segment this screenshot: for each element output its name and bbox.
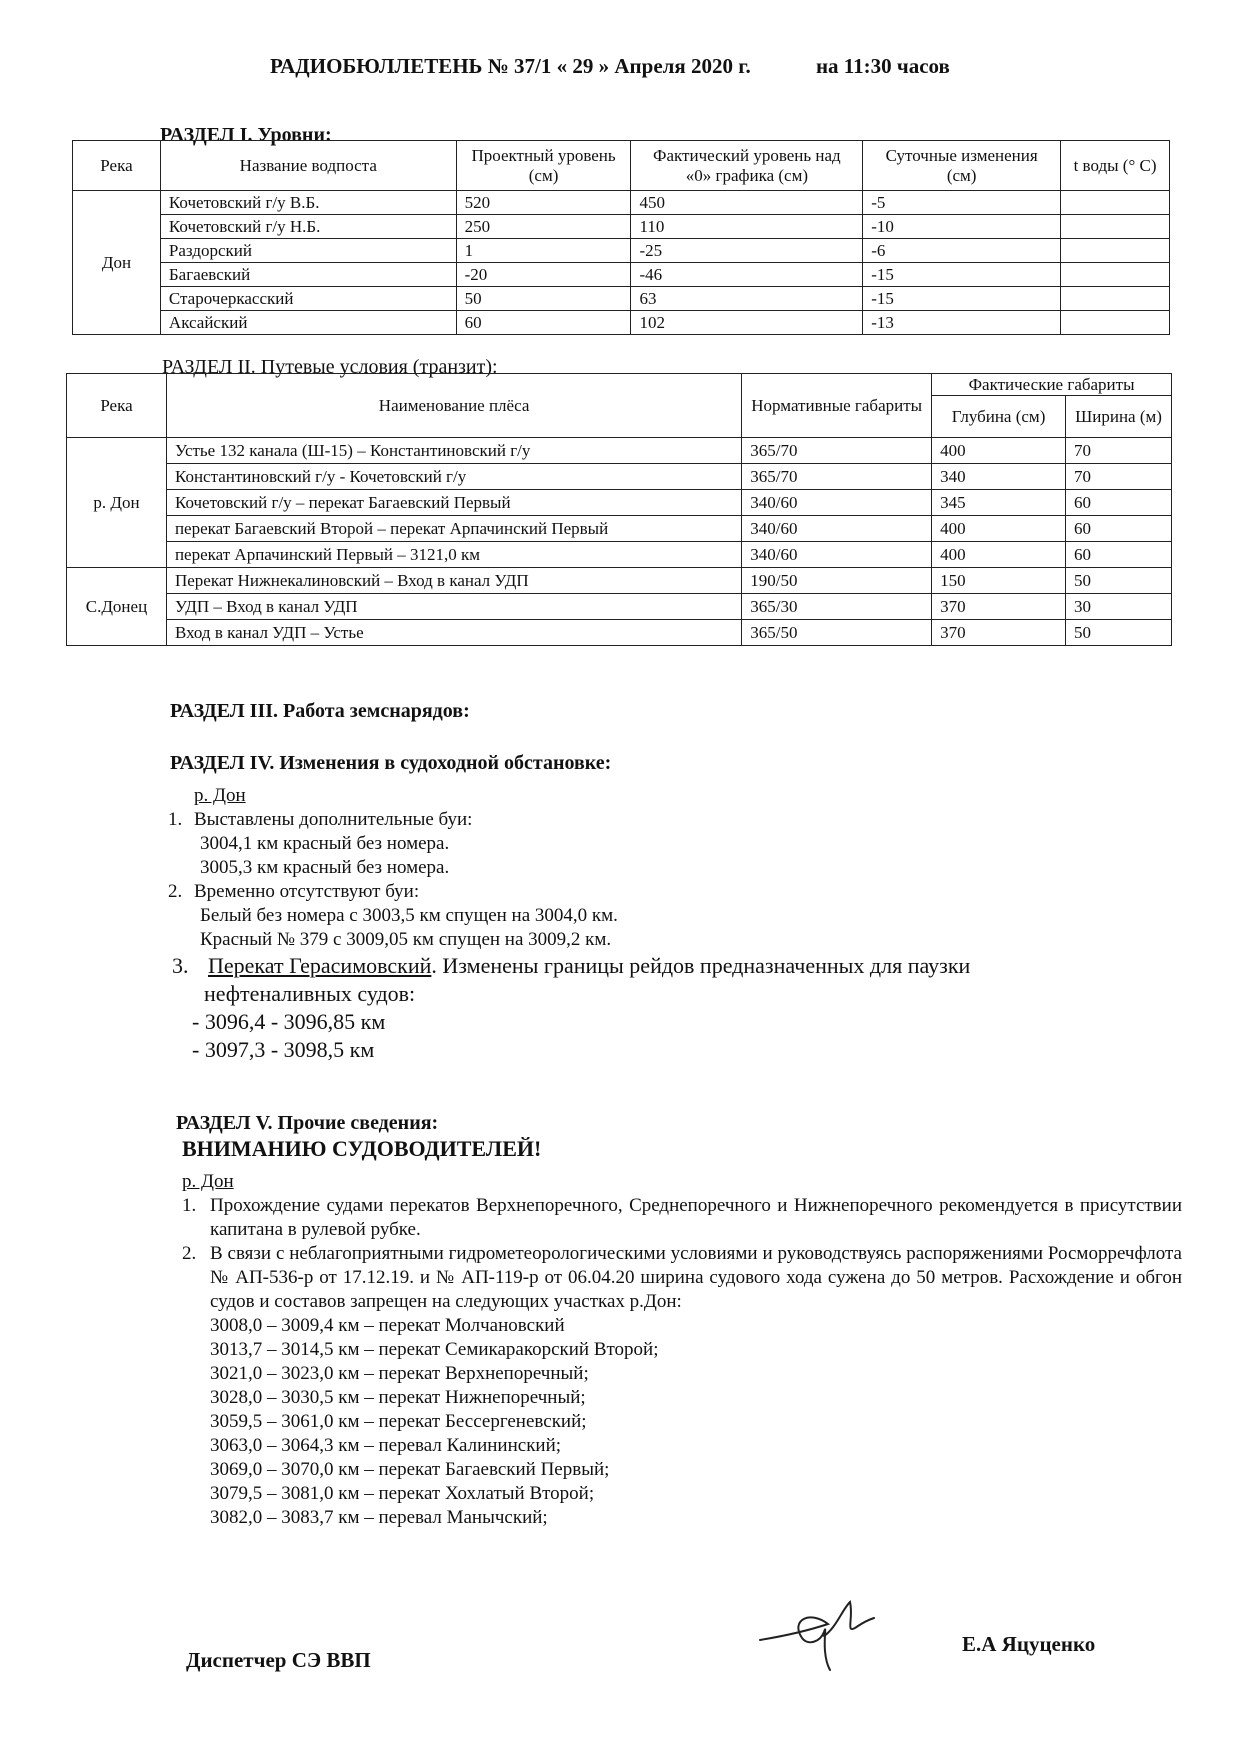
norm-size: 190/50 <box>742 568 932 594</box>
list-item: 3063,0 – 3064,3 км – перевал Калининский; <box>210 1435 562 1456</box>
depth: 400 <box>932 438 1066 464</box>
list-item: Красный № 379 с 3009,05 км спущен на 3009,2 км. <box>200 929 612 950</box>
section1-heading: РАЗДЕЛ I. Уровни: <box>160 124 332 146</box>
width: 60 <box>1066 542 1172 568</box>
norm-size: 365/30 <box>742 594 932 620</box>
col-river: Река <box>73 141 161 191</box>
table-row <box>73 263 1170 287</box>
col-actual-level: Фактический уровень над «0» графика (см) <box>631 141 863 191</box>
table-row <box>73 239 1170 263</box>
depth: 370 <box>932 594 1066 620</box>
width: 50 <box>1066 620 1172 646</box>
section4-body <box>168 784 1128 1064</box>
table-row <box>67 620 1172 646</box>
post-name: Раздорский <box>160 239 456 263</box>
attention-heading: ВНИМАНИЮ СУДОВОДИТЕЛЕЙ! <box>182 1136 542 1161</box>
width: 60 <box>1066 516 1172 542</box>
list-item: 3013,7 – 3014,5 км – перекат Семикаракорский Второй; <box>210 1339 659 1360</box>
item-number: 2. <box>168 881 183 902</box>
item-text: Временно отсутствуют буи: <box>194 881 420 902</box>
stretch-name: Устье 132 канала (Ш-15) – Константиновский г/у <box>166 438 741 464</box>
daily-change: -10 <box>863 215 1061 239</box>
norm-size: 365/70 <box>742 464 932 490</box>
section5-river: р. Дон <box>182 1171 234 1192</box>
design-level: 520 <box>456 191 631 215</box>
daily-change: -5 <box>863 191 1061 215</box>
col-depth: Глубина (см) <box>932 396 1066 438</box>
depth: 400 <box>932 542 1066 568</box>
design-level: 250 <box>456 215 631 239</box>
post-name: Кочетовский г/у Н.Б. <box>160 215 456 239</box>
col-post: Название водпоста <box>160 141 456 191</box>
norm-size: 365/50 <box>742 620 932 646</box>
table-row <box>67 516 1172 542</box>
item-text: . Изменены границы рейдов предназначенных для паузки <box>431 953 971 978</box>
daily-change: -13 <box>863 311 1061 335</box>
stretch-name: Перекат Нижнекалиновский – Вход в канал УДП <box>166 568 741 594</box>
list-item: 3008,0 – 3009,4 км – перекат Молчановский <box>210 1315 565 1336</box>
col-stretch: Наименование плёса <box>166 374 741 438</box>
section4-heading: РАЗДЕЛ IV. Изменения в судоходной обстановке: <box>170 752 612 774</box>
depth: 370 <box>932 620 1066 646</box>
design-level: -20 <box>456 263 631 287</box>
item-text: Прохождение судами перекатов Верхнепоречного, Среднепоречного и Нижнепоречного рекомендуется в присутствии капитана в рулевой рубке. <box>210 1195 1182 1240</box>
section5-heading: РАЗДЕЛ V. Прочие сведения: <box>176 1112 439 1134</box>
col-daily-change: Суточные изменения (см) <box>863 141 1061 191</box>
col-actual-size-group: Фактические габариты <box>932 374 1172 396</box>
stretch-name: Кочетовский г/у – перекат Багаевский Первый <box>166 490 741 516</box>
list-item: 3069,0 – 3070,0 км – перекат Багаевский Первый; <box>210 1459 610 1480</box>
width: 60 <box>1066 490 1172 516</box>
water-temp <box>1061 311 1170 335</box>
post-name: Старочеркасский <box>160 287 456 311</box>
list-item: 3079,5 – 3081,0 км – перекат Хохлатый Второй; <box>210 1483 595 1504</box>
item-number: 3. <box>172 953 189 978</box>
depth: 150 <box>932 568 1066 594</box>
table-row <box>73 191 1170 215</box>
col-norm-size: Нормативные габариты <box>742 374 932 438</box>
actual-level: -46 <box>631 263 863 287</box>
item-text: Выставлены дополнительные буи: <box>194 809 473 830</box>
norm-size: 340/60 <box>742 490 932 516</box>
river-cell: Дон <box>73 191 161 335</box>
list-item: 3021,0 – 3023,0 км – перекат Верхнепоречный; <box>210 1363 589 1384</box>
item-number: 1. <box>182 1195 197 1216</box>
col-width: Ширина (м) <box>1066 396 1172 438</box>
stretch-name: Константиновский г/у - Кочетовский г/у <box>166 464 741 490</box>
water-temp <box>1061 239 1170 263</box>
section4-item-3 <box>168 952 1128 980</box>
section5-item-1 <box>182 1194 1182 1242</box>
stretch-name: перекат Арпачинский Первый – 3121,0 км <box>166 542 741 568</box>
depth: 345 <box>932 490 1066 516</box>
section4-item-2 <box>168 880 1128 904</box>
section3-heading: РАЗДЕЛ III. Работа земснарядов: <box>170 700 470 722</box>
col-design-level: Проектный уровень (см) <box>456 141 631 191</box>
width: 30 <box>1066 594 1172 620</box>
item-number: 2. <box>182 1243 197 1264</box>
list-item: - 3096,4 - 3096,85 км <box>192 1009 386 1034</box>
norm-size: 340/60 <box>742 542 932 568</box>
stretch-name: УДП – Вход в канал УДП <box>166 594 741 620</box>
width: 50 <box>1066 568 1172 594</box>
table-row <box>67 568 1172 594</box>
signature-image <box>750 1580 880 1680</box>
section2-heading: РАЗДЕЛ II. Путевые условия (транзит): <box>162 356 498 378</box>
table-row <box>67 490 1172 516</box>
design-level: 50 <box>456 287 631 311</box>
post-name: Кочетовский г/у В.Б. <box>160 191 456 215</box>
table-row <box>73 215 1170 239</box>
stretch-name: перекат Багаевский Второй – перекат Арпачинский Первый <box>166 516 741 542</box>
section5-item-2 <box>182 1242 1182 1314</box>
water-temp <box>1061 263 1170 287</box>
depth: 340 <box>932 464 1066 490</box>
bulletin-title-text: РАДИОБЮЛЛЕТЕНЬ № 37/1 « 29 » Апреля 2020 г. <box>270 54 751 78</box>
actual-level: 102 <box>631 311 863 335</box>
bulletin-title <box>270 54 950 79</box>
water-temp <box>1061 215 1170 239</box>
post-name: Багаевский <box>160 263 456 287</box>
actual-level: -25 <box>631 239 863 263</box>
norm-size: 365/70 <box>742 438 932 464</box>
item-text: В связи с неблагоприятными гидрометеорологическими условиями и руководствуясь распоряжениями Росморречфлота № АП-536-р от 17.12.19. и № АП-119-р от 06.04.20 ширина судового хода сужена до 50 метров. Расхождение и обгон судов и составов запрещен на следующих участках р.Дон: <box>210 1243 1182 1312</box>
stretch-name: Вход в канал УДП – Устье <box>166 620 741 646</box>
table-row <box>67 464 1172 490</box>
col-water-temp: t воды (° C) <box>1061 141 1170 191</box>
river-cell: С.Донец <box>67 568 167 646</box>
signatory-name: Е.А Яцуценко <box>962 1632 1096 1656</box>
col-river: Река <box>67 374 167 438</box>
width: 70 <box>1066 438 1172 464</box>
list-item: 3082,0 – 3083,7 км – перевал Манычский; <box>210 1507 548 1528</box>
item-place: Перекат Герасимовский <box>208 953 432 978</box>
list-item: - 3097,3 - 3098,5 км <box>192 1037 375 1062</box>
post-name: Аксайский <box>160 311 456 335</box>
section5-body <box>182 1170 1182 1530</box>
water-temp <box>1061 191 1170 215</box>
table-row <box>73 287 1170 311</box>
item-text-continued: нефтеналивных судов: <box>204 981 416 1006</box>
bulletin-time: на 11:30 часов <box>815 54 950 78</box>
signatory-position: Диспетчер СЭ ВВП <box>186 1648 371 1672</box>
list-item: 3028,0 – 3030,5 км – перекат Нижнепоречный; <box>210 1387 586 1408</box>
actual-level: 63 <box>631 287 863 311</box>
item-number: 1. <box>168 809 183 830</box>
daily-change: -15 <box>863 287 1061 311</box>
daily-change: -6 <box>863 239 1061 263</box>
table-row <box>67 542 1172 568</box>
section4-river: р. Дон <box>194 785 246 806</box>
actual-level: 110 <box>631 215 863 239</box>
norm-size: 340/60 <box>742 516 932 542</box>
design-level: 60 <box>456 311 631 335</box>
table-row <box>67 594 1172 620</box>
list-item: 3059,5 – 3061,0 км – перекат Бессергеневский; <box>210 1411 587 1432</box>
depth: 400 <box>932 516 1066 542</box>
transit-table <box>66 373 1172 646</box>
actual-level: 450 <box>631 191 863 215</box>
daily-change: -15 <box>863 263 1061 287</box>
levels-table <box>72 140 1170 335</box>
list-item: Белый без номера с 3003,5 км спущен на 3004,0 км. <box>200 905 618 926</box>
stretch-list <box>182 1314 1182 1530</box>
design-level: 1 <box>456 239 631 263</box>
river-cell: р. Дон <box>67 438 167 568</box>
list-item: 3005,3 км красный без номера. <box>200 857 450 878</box>
water-temp <box>1061 287 1170 311</box>
section4-item-1 <box>168 808 1128 832</box>
table-row <box>67 438 1172 464</box>
list-item: 3004,1 км красный без номера. <box>200 833 450 854</box>
table-row <box>73 311 1170 335</box>
width: 70 <box>1066 464 1172 490</box>
